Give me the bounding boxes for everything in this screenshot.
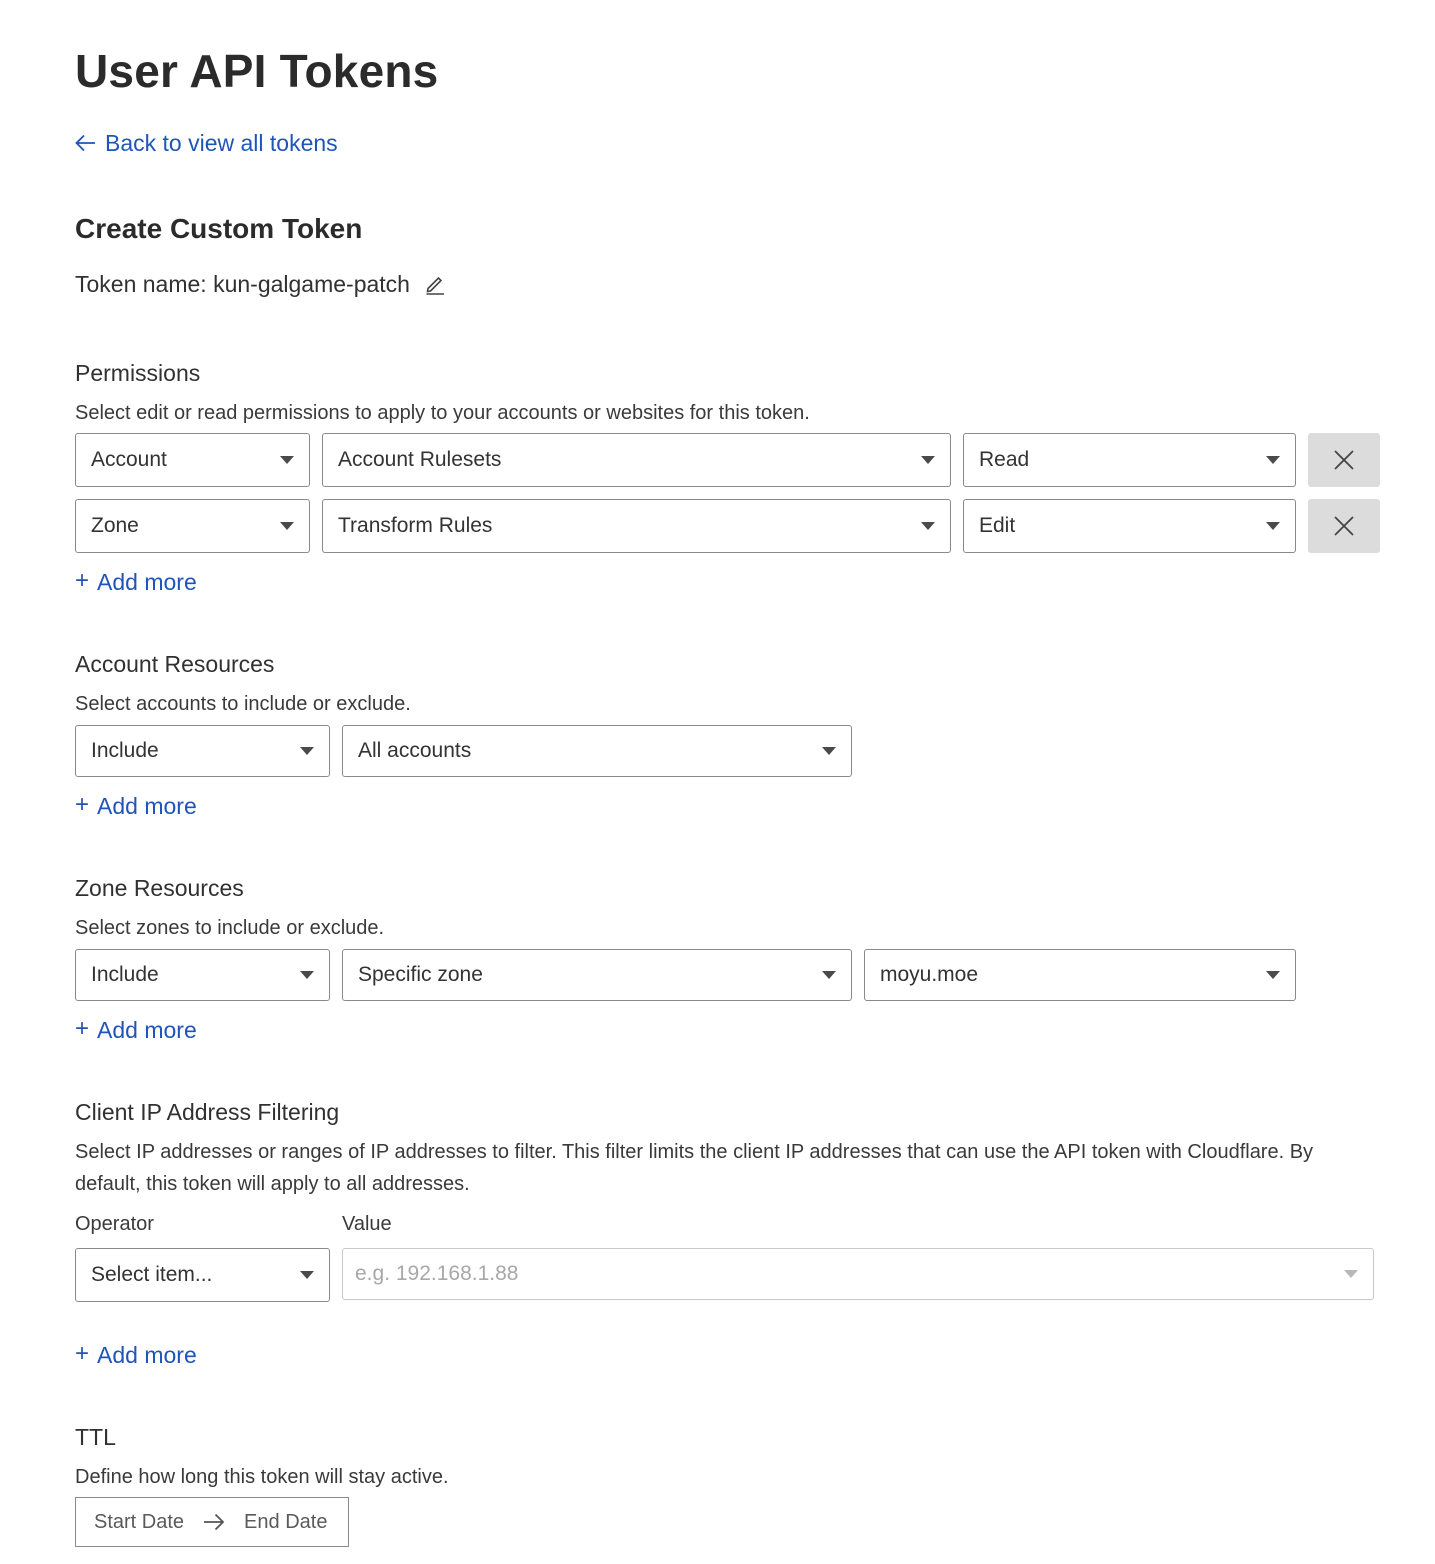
zone-value: moyu.moe [880,963,979,986]
operator-label: Operator [75,1213,154,1235]
ttl-date-range-picker[interactable] [75,1497,349,1547]
account-resources-description: Select accounts to include or exclude. [75,693,411,715]
permission-access-select-1[interactable] [963,433,1296,487]
permission-scope-select-1[interactable] [75,433,310,487]
account-mode-select[interactable] [75,725,330,777]
add-more-label: Add more [97,1016,197,1043]
caret-down-icon [300,971,314,979]
close-icon [1333,449,1355,471]
account-resources-heading: Account Resources [75,651,275,677]
edit-token-name-button[interactable] [424,273,446,295]
operator-select[interactable] [75,1248,330,1302]
permission-scope-value: Zone [91,514,139,537]
back-to-tokens-link[interactable] [75,128,338,158]
zone-target-value: Specific zone [358,963,483,986]
caret-down-icon [921,522,935,530]
caret-down-icon [822,747,836,755]
ip-value-select[interactable] [342,1248,1374,1300]
account-mode-value: Include [91,739,159,762]
back-link-label: Back to view all tokens [105,129,338,156]
caret-down-icon [280,456,294,464]
ip-value-placeholder: e.g. 192.168.1.88 [355,1262,519,1285]
account-target-value: All accounts [358,739,472,762]
add-more-label: Add more [97,1341,197,1368]
permission-resource-value: Account Rulesets [338,448,502,471]
permission-scope-select-2[interactable] [75,499,310,553]
zone-target-select[interactable] [342,949,852,1001]
value-label: Value [342,1213,392,1235]
caret-down-icon [300,747,314,755]
ttl-heading: TTL [75,1424,116,1450]
plus-icon: + [75,1014,90,1042]
remove-permission-button[interactable] [1308,433,1380,487]
zone-resources-description: Select zones to include or exclude. [75,917,385,939]
permission-access-select-2[interactable] [963,499,1296,553]
plus-icon: + [75,566,90,594]
close-icon [1333,515,1355,537]
caret-down-icon [280,522,294,530]
pencil-icon [424,273,446,295]
add-account-resource-button[interactable] [75,791,197,821]
permission-resource-value: Transform Rules [338,514,493,537]
add-ip-filter-button[interactable] [75,1340,197,1370]
caret-down-icon [300,1271,314,1279]
token-name-row [75,267,446,301]
ip-filtering-description: Select IP addresses or ranges of IP addresses to filter. This filter limits the client IP addresses that can use the API token with Cloudflare. By default, this token will apply to all addresses. [75,1141,1314,1195]
end-date-input[interactable]: End Date [244,1510,328,1533]
zone-mode-select[interactable] [75,949,330,1001]
plus-icon: + [75,790,90,818]
caret-down-icon [1266,971,1280,979]
permission-access-value: Read [979,448,1030,471]
add-zone-resource-button[interactable] [75,1015,197,1045]
permission-scope-value: Account [91,448,167,471]
zone-mode-value: Include [91,963,159,986]
ip-filtering-heading: Client IP Address Filtering [75,1099,340,1125]
add-permission-button[interactable] [75,567,197,597]
add-more-label: Add more [97,792,197,819]
caret-down-icon [1266,522,1280,530]
add-more-label: Add more [97,568,197,595]
zone-resources-heading: Zone Resources [75,875,244,901]
permissions-description: Select edit or read permissions to apply to your accounts or websites for this token. [75,402,810,424]
token-name-label: Token name: kun-galgame-patch [75,270,410,297]
permission-resource-select-2[interactable] [322,499,951,553]
account-target-select[interactable] [342,725,852,777]
permission-resource-select-1[interactable] [322,433,951,487]
remove-permission-button[interactable] [1308,499,1380,553]
start-date-input[interactable]: Start Date [94,1510,185,1533]
caret-down-icon [822,971,836,979]
zone-select[interactable] [864,949,1296,1001]
arrow-left-icon [75,134,96,152]
plus-icon: + [75,1339,90,1367]
caret-down-icon [921,456,935,464]
permission-access-value: Edit [979,514,1016,537]
caret-down-icon [1344,1270,1358,1278]
operator-placeholder: Select item... [91,1263,213,1286]
arrow-right-icon [203,1513,225,1531]
permissions-heading: Permissions [75,360,201,386]
form-title: Create Custom Token [75,213,363,244]
ttl-description: Define how long this token will stay active. [75,1466,449,1488]
page-title: User API Tokens [75,45,439,97]
caret-down-icon [1266,456,1280,464]
